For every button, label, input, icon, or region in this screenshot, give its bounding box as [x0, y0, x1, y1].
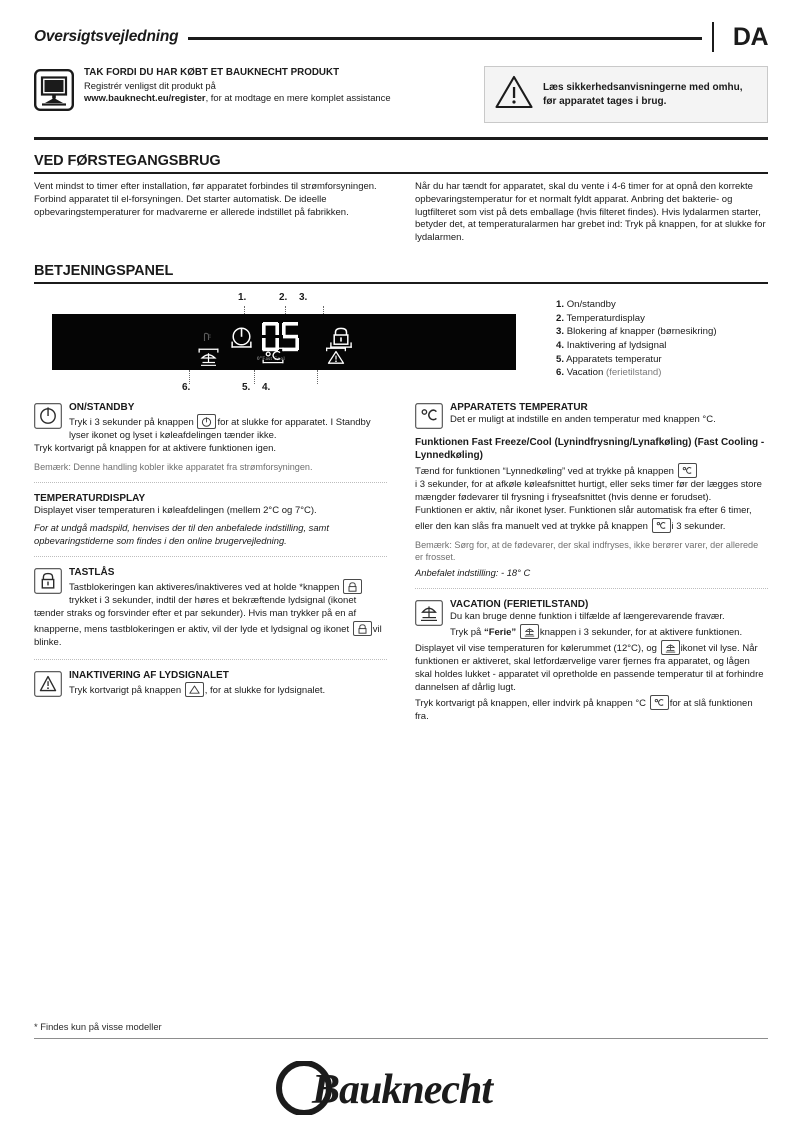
function-onstandby-note: Bemærk: Denne handling kobler ikke apparatet fra strømforsyningen. [34, 461, 313, 472]
function-appliance-temperature [415, 402, 768, 427]
legend-item [556, 325, 717, 339]
functions-columns [34, 402, 768, 724]
fast-freeze-body [415, 463, 768, 534]
fast-freeze-body-d: i 3 sekunder. [671, 520, 726, 532]
tempdisplay-heading: TEMPERATURDISPLAY [34, 492, 146, 504]
control-panel-figure-row [34, 292, 768, 392]
vacation-heading: VACATION (FERIETILSTAND) [450, 599, 589, 611]
lock-inline-icon [343, 579, 362, 594]
callouts-bottom [34, 370, 534, 392]
celsius-button-icon [415, 403, 443, 434]
filter-indicator-icon [203, 330, 212, 348]
parasol-inline-icon [520, 624, 539, 639]
legend-label: Temperaturdisplay [566, 312, 645, 324]
legend-number: 2. [556, 312, 565, 324]
footer-rule [34, 1038, 768, 1039]
function-onstandby [34, 402, 387, 473]
callout-5: 5. [242, 382, 251, 394]
appliance-temp-body: Det er muligt at indstille en anden temperatur med knappen °C. [450, 414, 716, 426]
vacation-body-b4: ikonet vil lyse. Når funktionen er aktiveret, skal letfordærvelige varer fjernes fra apparatet, og lågen skal holdes lukket - apparatet vil opretholde en passende temperatur til at forhindre dannelsen af dårlig lugt. [415, 643, 764, 693]
function-mute [34, 670, 387, 698]
onstandby-body-c: Tryk kortvarigt på knappen for at aktivere funktionen igen. [34, 442, 277, 454]
register-url[interactable]: www.bauknecht.eu/register [84, 92, 206, 104]
divider [34, 659, 387, 660]
function-temperature-display [34, 493, 387, 547]
header-bottom-rule [34, 137, 768, 140]
first-use-text-right: Når du har tændt for apparatet, skal du vente i 4-6 timer for at opnå den korrekte opbevaringstemperatur for et normalt fyldt apparat. Anbring det bakterie- og lugtfilteret som vist på dets emballage (hvis filteret findes). Hvis lydalarmen starter, betyder det, at temperaturalarmen har grebet ind: Tryk på knappen, for at slukke for lydalarmen. [415, 181, 766, 244]
legend-label: On/standby [566, 299, 616, 311]
divider [34, 556, 387, 557]
header-divider [712, 22, 714, 52]
first-use-col-right [415, 181, 768, 245]
divider [34, 482, 387, 483]
legend-number: 1. [556, 299, 565, 311]
first-use-columns [34, 181, 768, 245]
legend-number: 3. [556, 326, 565, 338]
document-title: Oversigtsvejledning [34, 28, 179, 45]
parasol-inline-icon-2 [661, 640, 680, 655]
legend-item [556, 366, 717, 380]
mute-heading: INAKTIVERING AF LYDSIGNALET [69, 669, 229, 681]
register-line1: Registrér venligst dit produkt på [84, 79, 216, 91]
control-panel-legend [534, 292, 717, 392]
intro-row [34, 66, 768, 123]
tempdisplay-italic: For at undgå madspild, henvises der til den anbefalede indstilling, samt opbevaringstiderne som findes i den online brugervejledning. [34, 521, 329, 546]
warning-triangle-icon [495, 75, 533, 114]
svg-text:Bauknecht: Bauknecht [312, 1067, 493, 1113]
onstandby-body-a: Tryk i 3 sekunder på knappen [69, 417, 194, 429]
mute-body-a: Tryk kortvarigt på knappen [69, 684, 182, 696]
first-use-text-left: Vent mindst to timer efter installation, før apparatet forbindes til strømforsyningen. Forbind apparatet til el-forsyningen. Det starter automatisk. De ideelle opbevaringstemperaturer for madvarerne er allerede indstillet på fabrikken. [34, 181, 377, 218]
legend-number: 4. [556, 339, 565, 351]
legend-item [556, 353, 717, 367]
tempdisplay-body: Displayet viser temperaturen i køleafdelingen (mellem 2°C og 7°C). [34, 504, 317, 516]
fast-freeze-italic: Anbefalet indstilling: - 18° C [415, 566, 531, 578]
celsius-inline-icon-3 [650, 695, 669, 710]
legend-number: 6. [556, 367, 565, 379]
functions-col-right [415, 402, 768, 724]
callouts-top [34, 292, 534, 314]
brand-logo [34, 1061, 768, 1120]
register-line2: , for at modtage en mere komplet assistance [205, 92, 391, 104]
fast-freeze-body-a: Tænd for funktionen “Lynnedkøling” ved at trykke på knappen [415, 465, 674, 477]
vacation-ferie-label: “Ferie” [483, 627, 517, 639]
keylock-heading: TASTLÅS [69, 567, 115, 579]
callout-1: 1. [238, 292, 247, 304]
callout-2: 2. [279, 292, 288, 304]
fast-freeze-body-b: i 3 sekunder, for at afkøle køleafsnittet hurtigt, eller seks timer før der lægges store mængder fødevarer til frysning i fryseafsnittet (hvis denne er forudset). [415, 478, 762, 503]
keylock-body-a: Tastblokeringen kan aktiveres/inaktiveres ved at holde *knappen [69, 582, 340, 594]
parasol-button-icon [415, 600, 443, 631]
first-use-col-left [34, 181, 387, 245]
alarm-inline-icon [185, 682, 204, 697]
function-fast-freeze [415, 436, 768, 580]
fast-freeze-body-c: Funktionen er aktiv, når ikonet lyser. Funktionen slår automatisk fra efter 6 timer, eller den kan slås fra manuelt ved at trykke på knappen [415, 504, 752, 532]
legend-label: Vacation [566, 367, 606, 379]
function-onstandby-heading: ON/STANDBY [69, 402, 135, 414]
vacation-body-a: Du kan bruge denne funktion i tilfælde af længerevarende fravær. [450, 611, 725, 623]
celsius-inline-icon-2 [652, 518, 671, 533]
callout-4: 4. [262, 382, 271, 394]
function-onstandby-body [34, 414, 387, 456]
header-rule [188, 37, 702, 40]
keylock-body-c: vil blinke. [34, 624, 382, 648]
control-panel-figure [34, 292, 534, 392]
register-heading: TAK FORDI DU HAR KØBT ET BAUKNECHT PRODUKT [84, 67, 340, 78]
section-rule-control-panel [34, 282, 768, 284]
monitor-icon [34, 69, 74, 116]
footer-note: * Findes kun på visse modeller [34, 1020, 162, 1032]
legend-item [556, 298, 717, 312]
register-text [84, 66, 391, 116]
fast-freeze-heading: Funktionen Fast Freeze/Cool (Lynindfrysning/Lynafkøling) (Fast Cooling - Lynnedkøling) [415, 436, 765, 461]
legend-label: Apparatets temperatur [566, 353, 662, 365]
legend-item [556, 339, 717, 353]
vacation-body-c1: Tryk kortvarigt på knappen, eller indvirk på knappen °C [415, 697, 647, 709]
lead-4 [317, 370, 318, 384]
document-footer [34, 1021, 768, 1120]
safety-warning-box [484, 66, 768, 123]
vacation-body [415, 611, 768, 723]
keylock-body-b: trykket i 3 sekunder, indtil der høres et bekræftende lydsignal (ikonet tænder straks og forsvinder efter et par sekunder). Hvis man trykker på en af knapperne, mens tastblokeringen er aktiv, vil der lyde et lydsignal og ikonet [34, 595, 357, 636]
safety-warning-text: Læs sikkerhedsanvisningerne med omhu, før apparatet tages i brug. [543, 82, 743, 107]
legend-label: Blokering af knapper (børnesikring) [566, 326, 717, 338]
callout-6: 6. [182, 382, 191, 394]
mute-body-b: , for at slukke for lydsignalet. [204, 684, 326, 696]
function-vacation [415, 599, 768, 723]
vacation-body-b3: knappen i 3 sekunder, for at aktivere funktionen. Displayet vil vise temperaturen for kølerummet (12°C), og [415, 627, 743, 655]
callout-3: 3. [299, 292, 308, 304]
function-keylock [34, 567, 387, 650]
lock-inline-icon-2 [353, 621, 372, 636]
section-rule-first-use [34, 172, 768, 174]
celsius-inline-icon [678, 463, 697, 478]
onstandby-body-b: for at slukke for apparatet. I Standby lyser ikonet og lyset i køleafdelingen tænder ikke. [69, 417, 371, 441]
power-icon[interactable] [230, 325, 253, 355]
legend-label: Inaktivering af lydsignal [566, 339, 667, 351]
section-title-control-panel: BETJENINGSPANEL [34, 263, 174, 280]
alarm-button-icon [34, 671, 62, 702]
functions-col-left [34, 402, 387, 724]
divider [415, 588, 768, 589]
control-panel-display [52, 314, 516, 370]
appliance-temp-heading: APPARATETS TEMPERATUR [450, 402, 588, 414]
power-button-icon [34, 403, 62, 434]
power-inline-icon [197, 414, 216, 429]
document-header [34, 0, 768, 52]
legend-label-muted: (ferietilstand) [605, 367, 662, 379]
section-title-first-use: VED FØRSTEGANGSBRUG [34, 153, 221, 169]
language-code: DA [732, 22, 768, 51]
fast-freeze-note: Bemærk: Sørg for, at de fødevarer, der skal indfryses, ikke berører varer, der allerede er frosset. [415, 539, 759, 562]
legend-item [556, 312, 717, 326]
keylock-body [34, 579, 387, 650]
lead-5 [254, 370, 255, 384]
fast-cooling-label: 0°Fast Cool [257, 357, 286, 363]
vacation-body-c2: for at slå funktionen fra. [415, 697, 753, 722]
vacation-body-b1: Tryk på [450, 627, 482, 639]
legend-number: 5. [556, 353, 565, 365]
mute-body [34, 682, 387, 698]
register-block [34, 66, 464, 116]
lock-button-icon [34, 568, 62, 599]
